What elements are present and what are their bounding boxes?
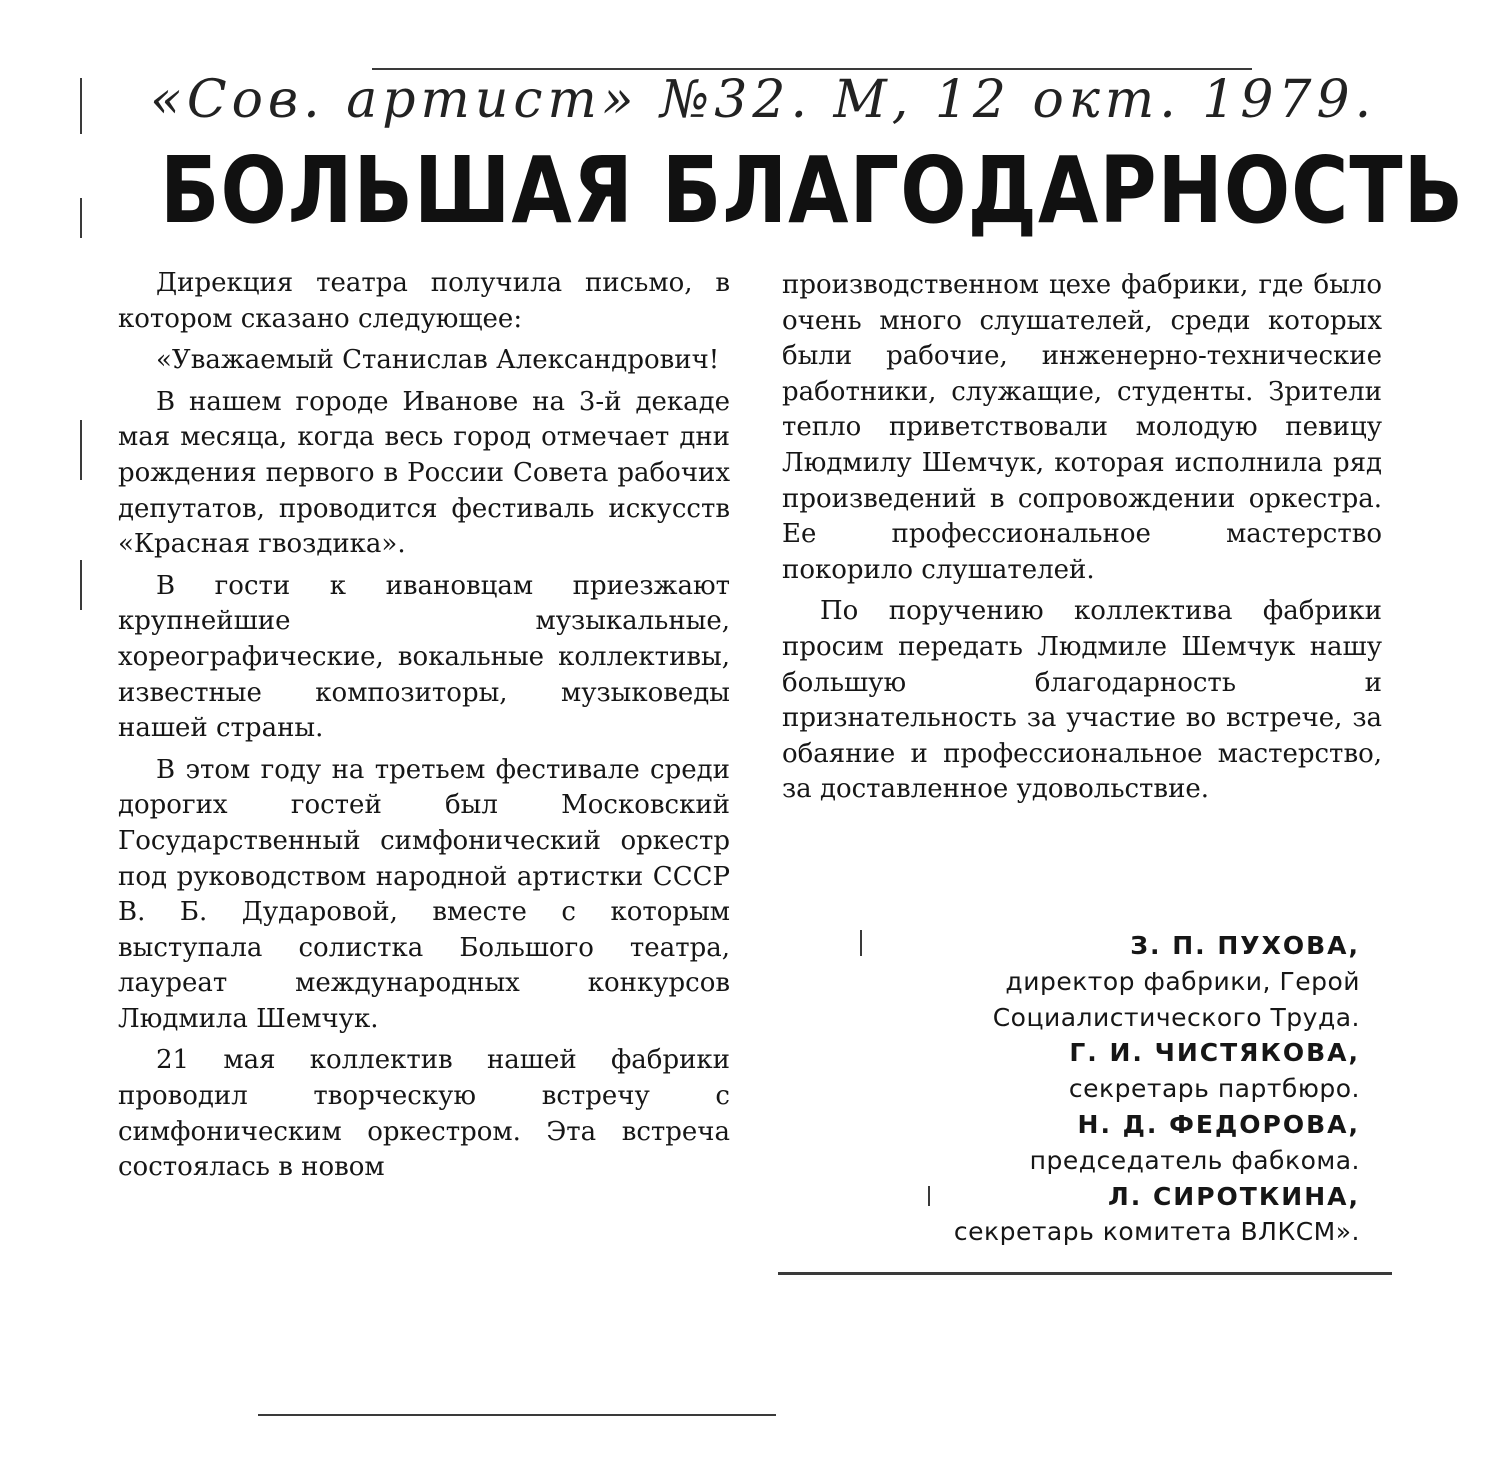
article-headline: БОЛЬШАЯ БЛАГОДАРНОСТЬ bbox=[160, 138, 1465, 245]
article-column-right bbox=[782, 268, 1382, 814]
signatory-name: Л. СИРОТКИНА, bbox=[1108, 1181, 1360, 1211]
bottom-rule bbox=[258, 1414, 776, 1416]
paragraph: Дирекция театра получила письмо, в котором сказано следующее: bbox=[118, 268, 730, 334]
paragraph: производственном цехе фабрики, где было очень много слушателей, среди которых были рабочие, инженерно-технические работники, служащие, студенты. Зрители тепло приветствовали молодую певицу Людмилу Шемчук, которая исполнила ряд произведений в сопровождении оркестра. Ее профессиональное мастерство покорило слушателей. bbox=[782, 270, 1382, 585]
paragraph: В этом году на третьем фестивале среди дорогих гостей был Московский Государственный симфонический оркестр под руководством народной артистки СССР В. Б. Дударовой, вместе с которым выступала солистка Большого театра, лауреат международных конкурсов Людмила Шемчук. bbox=[118, 754, 730, 1034]
signatory-role: председатель фабкома. bbox=[1029, 1145, 1360, 1175]
signatory-role: директор фабрики, Герой Социалистического Труда. bbox=[992, 966, 1360, 1032]
right-column-bottom-rule bbox=[778, 1272, 1392, 1275]
margin-mark bbox=[80, 198, 82, 238]
handwritten-source-note: «Сов. артист» №32. М, 12 окт. 1979. bbox=[150, 70, 1377, 130]
signatory-name: Г. И. ЧИСТЯКОВА, bbox=[1069, 1038, 1360, 1068]
paragraph: 21 мая коллектив нашей фабрики проводил творческую встречу с симфоническим оркестром. Эта встреча состоялась в новом bbox=[118, 1045, 730, 1183]
signatory-name: З. П. ПУХОВА, bbox=[1130, 931, 1360, 960]
paragraph: По поручению коллектива фабрики просим передать Людмиле Шемчук нашу большую благодарность и признательность за участие во встрече, за обаяние и профессиональное мастерство, за доставленное удовольствие. bbox=[782, 596, 1382, 805]
signatory-role: секретарь партбюро. bbox=[1068, 1074, 1360, 1104]
signatory-name: Н. Д. ФЕДОРОВА, bbox=[1077, 1109, 1360, 1139]
margin-mark bbox=[80, 78, 82, 134]
paragraph: В нашем городе Иванове на 3-й декаде мая месяца, когда весь город отмечает дни рождения первого в России Совета рабочих депутатов, проводится фестиваль искусств «Красная гвоздика». bbox=[118, 386, 730, 560]
paragraph: В гости к ивановцам приезжают крупнейшие музыкальные, хореографические, вокальные коллективы, известные композиторы, музыковеды нашей страны. bbox=[118, 570, 730, 744]
paragraph: «Уважаемый Станислав Александрович! bbox=[156, 345, 720, 376]
article-column-left bbox=[118, 266, 730, 1192]
signature-block bbox=[820, 928, 1360, 1250]
margin-mark bbox=[80, 420, 82, 480]
margin-mark bbox=[80, 560, 82, 610]
signatory-role: секретарь комитета ВЛКСМ». bbox=[953, 1217, 1360, 1247]
